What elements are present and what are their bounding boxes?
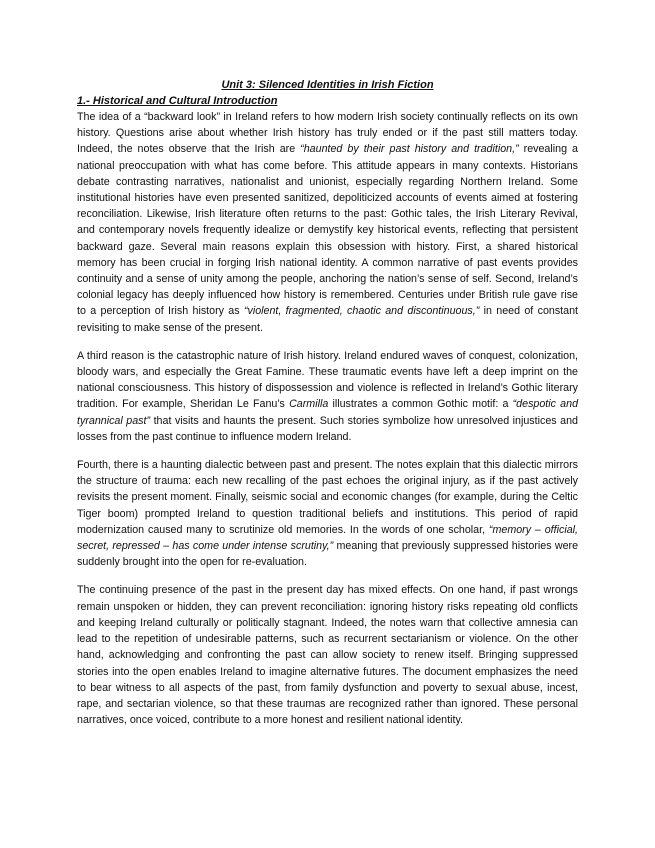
paragraph-2-quote: “despotic and tyrannical past” — [77, 398, 579, 427]
paragraph-2-text-c: that visits and haunts the present. Such stories symbolize how unresolved injustices and losses from the past continue to influence modern Ireland. — [77, 414, 578, 443]
paragraph-1-text-c: in need of constant revisiting to make sense of the present. — [77, 305, 578, 334]
paragraph-2-book-title: Carmilla — [289, 398, 329, 411]
paragraph-4: The continuing presence of the past in the present day has mixed effects. On one hand, if past wrongs remain unspoken or hidden, they can prevent reconciliation: ignoring history risks repeating old conflicts and keeping Ireland culturally or politically stagnant. Indeed, the notes warn that collective amnesia can lead to the repetition of undesirable patterns, such as recurrent sectarianism or violence. On the other hand, acknowledging and confronting the past can allow society to renew itself. Bringing suppressed stories into the open enables Ireland to imagine alternative futures. The document emphasizes the need to bear witness to all aspects of the past, from family dysfunction and poverty to sexual abuse, incest, rape, and sectarian violence, so that these traumas are recognized rather than ignored. These personal narratives, once voiced, contribute to a more honest and resilient national identity. — [77, 584, 578, 727]
paragraph-3-text-a: Fourth, there is a haunting dialectic between past and present. The notes explain that this dialectic mirrors the structure of trauma: each new recalling of the past echoes the original injury, as if the past actively revisits the present moment. Finally, seismic social and economic changes (for example, during the Celtic Tiger boom) prompted Ireland to question traditional beliefs and institutions. This period of rapid modernization caused many to scrutinize old memories. In the words of one scholar, — [77, 459, 578, 536]
paragraph-3-quote: “memory – official, secret, repressed – has come under intense scrutiny,” — [77, 523, 578, 553]
document-title: Unit 3: Silenced Identities in Irish Fiction — [221, 79, 434, 91]
paragraph-1-text-b: revealing a national preoccupation with what has come before. This attitude appears in many contexts. Historians debate contrasting narratives, nationalist and unionist, especially regarding Northern Ireland. Some institutional histories have even presented sanitized, depoliticized accounts of events aimed at fostering reconciliation. Likewise, Irish literature often returns to the past: Gothic tales, the Irish Literary Revival, and contemporary novels frequently idealize or demystify key historical events, reflecting that persistent backward gaze. Several main reasons explain this obsession with history. First, a shared historical memory has been crucial in forging Irish national identity. A common narrative of past events provides continuity and a sense of unity among the people, anchoring the nation’s sense of self. Second, Ireland’s colonial legacy has deeply influenced how history is remembered. Centuries under British rule gave rise to a perception of Irish history as — [77, 143, 578, 318]
paragraph-1-quote-2: “violent, fragmented, chaotic and discontinuous,” — [243, 305, 480, 318]
document-body — [77, 78, 578, 728]
paragraph-3 — [77, 457, 578, 570]
section-heading: 1.- Historical and Cultural Introduction — [77, 95, 278, 107]
paragraph-3-text-b: meaning that previously suppressed histories were suddenly brought into the open for re-evaluation. — [77, 540, 579, 569]
paragraph-2 — [77, 348, 578, 445]
paragraph-2-text-b: illustrates a common Gothic motif: a — [328, 398, 513, 411]
paragraph-1-quote-1: “haunted by their past history and tradition,” — [300, 143, 519, 156]
paragraph-1-text-a: The idea of a “backward look” in Ireland refers to how modern Irish society continually reflects on its own history. Questions arise about whether Irish history has truly ended or if the past still matters today. Indeed, the notes observe that the Irish are — [77, 111, 578, 156]
paragraph-1 — [77, 109, 578, 336]
paragraph-2-text-a: A third reason is the catastrophic nature of Irish history. Ireland endured waves of conquest, colonization, bloody wars, and especially the Great Famine. These traumatic events have left a deep imprint on the national consciousness. This history of dispossession and violence is reflected in Ireland’s Gothic literary tradition. For example, Sheridan Le Fanu’s — [77, 349, 578, 411]
